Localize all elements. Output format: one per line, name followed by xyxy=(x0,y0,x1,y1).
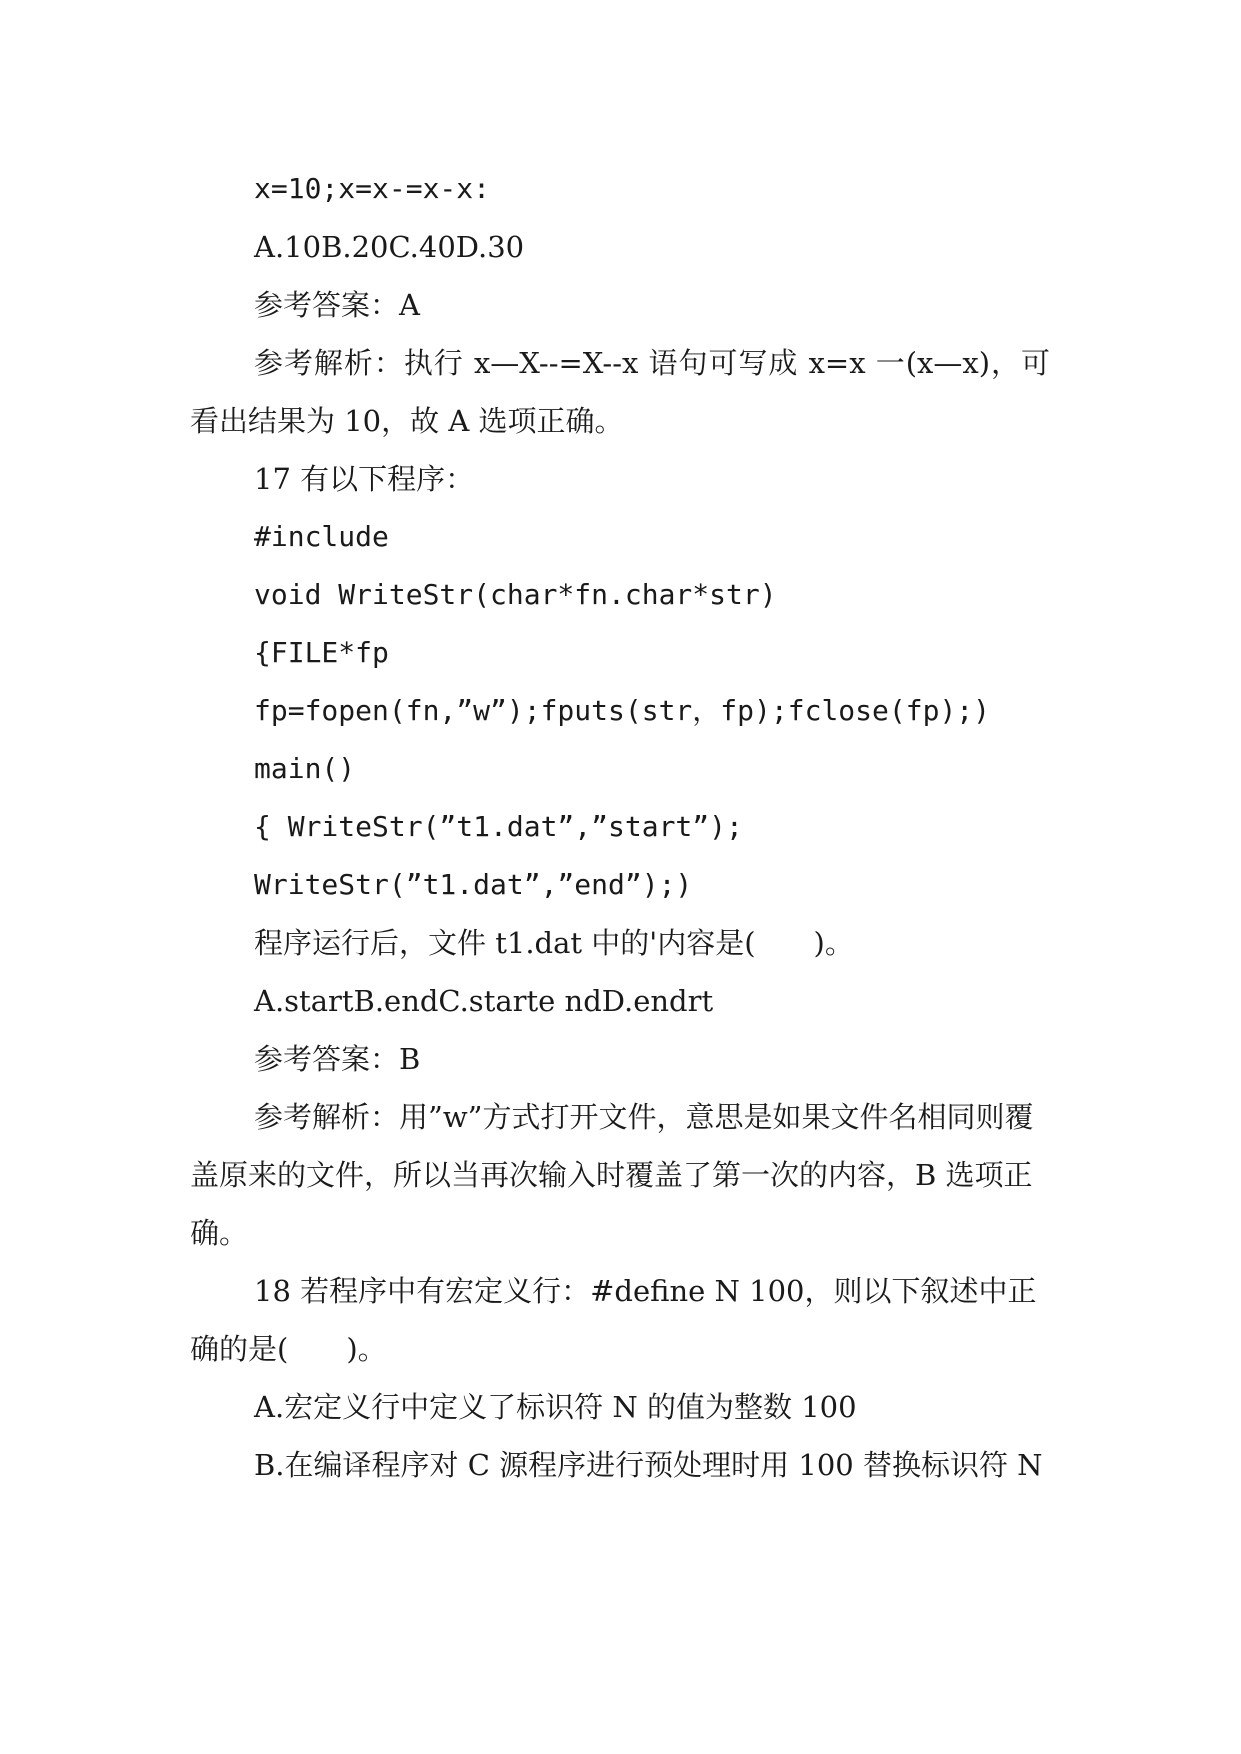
document-body xyxy=(190,160,1050,1494)
q16-explanation: 参考解析：执行 x—X--=X--x 语句可写成 x=x 一(x—x)，可看出结果为 10，故 A 选项正确。 xyxy=(190,346,1050,438)
q17-answer: 参考答案：B xyxy=(254,1042,421,1076)
code-line-writestr-end: WriteStr(”t1.dat”,”end”);) xyxy=(254,868,693,901)
q18-question: 18 若程序中有宏定义行：#define N 100，则以下叙述中正确的是( )。 xyxy=(190,1274,1037,1366)
q17-question: 程序运行后，文件 t1.dat 中的'内容是( )。 xyxy=(254,926,854,960)
q17-options: A.startB.endC.starte ndD.endrt xyxy=(254,984,714,1018)
q18-option-a: A.宏定义行中定义了标识符 N 的值为整数 100 xyxy=(254,1390,857,1424)
q17-explanation: 参考解析：用”w”方式打开文件，意思是如果文件名相同则覆盖原来的文件，所以当再次输入时覆盖了第一次的内容，B 选项正确。 xyxy=(190,1100,1034,1250)
q18-option-b: B.在编译程序对 C 源程序进行预处理时用 100 替换标识符 N xyxy=(254,1448,1043,1482)
code-line-writestr-start: { WriteStr(”t1.dat”,”start”); xyxy=(254,810,743,843)
q17-title: 17 有以下程序： xyxy=(254,462,475,496)
code-line-fopen: fp=fopen(fn,”w”);fputs(str，fp);fclose(fp);) xyxy=(254,694,991,727)
code-line-function-signature: void WriteStr(char*fn.char*str) xyxy=(254,578,777,611)
code-line-include: #include xyxy=(254,520,389,553)
q16-options: A.10B.20C.40D.30 xyxy=(254,230,525,264)
code-line-assignment: x=10;x=x-=x-x: xyxy=(254,172,491,205)
code-line-main: main() xyxy=(254,752,356,785)
code-line-file-decl: {FILE*fp xyxy=(254,636,389,669)
q16-answer: 参考答案：A xyxy=(254,288,420,322)
